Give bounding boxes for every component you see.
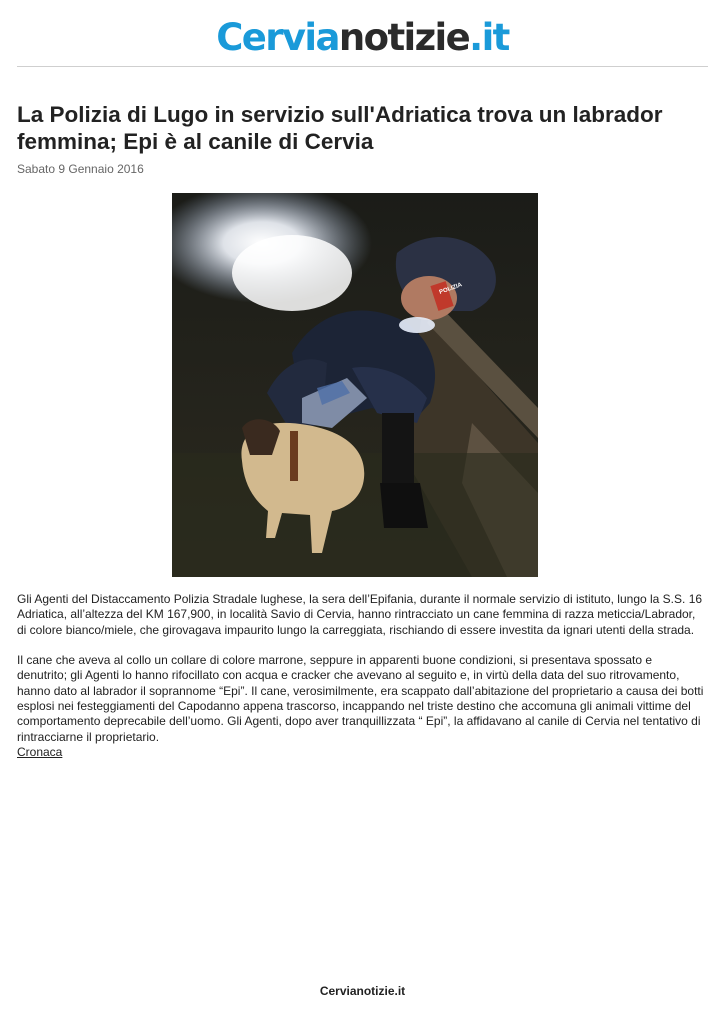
masthead: [0, 14, 725, 62]
logo-part-tld: .it: [469, 16, 509, 59]
photo-badge-text: POLIZIA: [438, 282, 463, 296]
article-photo: [172, 193, 538, 577]
article-date: Sabato 9 Gennaio 2016: [17, 162, 144, 176]
photo-illustration: [172, 193, 538, 577]
article-paragraph-2: Il cane che aveva al collo un collare di colore marrone, seppure in apparenti buone condizioni, si presentava spossato e denutrito; gli Agenti lo hanno rifocillato con acqua e cracker che avevano al seguito e, in virtù della data del suo ritrovamento, hanno dato al labrador il soprannome “Epi”. Il cane, verosimilmente, era scappato dall’abitazione del proprietario a causa dei botti esplosi nei festeggiamenti del Capodanno appena trascorso, incappando nel triste destino che accomuna gli animali vittime del comportamento deprecabile dell’uomo. Gli Agenti, dopo aver tranquillizzata “ Epi”, la affidavano al canile di Cervia nel tentativo di rintracciarne il proprietario.: [17, 653, 704, 744]
site-logo[interactable]: [216, 14, 509, 62]
logo-part-notizie: notizie: [338, 16, 470, 59]
category-link-cronaca[interactable]: Cronaca: [17, 744, 63, 759]
logo-part-cervia: Cervia: [216, 16, 339, 59]
header-divider: [17, 66, 708, 67]
footer-site-name: Cervianotizie.it: [319, 984, 406, 998]
category-row: [17, 745, 705, 760]
article-title: La Polizia di Lugo in servizio sull'Adriatica trova un labrador femmina; Epi è al canile di Cervia: [17, 102, 663, 154]
article-paragraph-1: Gli Agenti del Distaccamento Polizia Stradale lughese, la sera dell’Epifania, durante il normale servizio di istituto, lungo la S.S. 16 Adriatica, all’altezza del KM 167,900, in località Savio di Cervia, hanno rintracciato un cane femmina di razza meticcia/Labrador, di colore bianco/miele, che girovagava impaurito lungo la carreggiata, rischiando di essere investita da ignari utenti della strada.: [17, 592, 703, 637]
article-body: [17, 592, 705, 760]
